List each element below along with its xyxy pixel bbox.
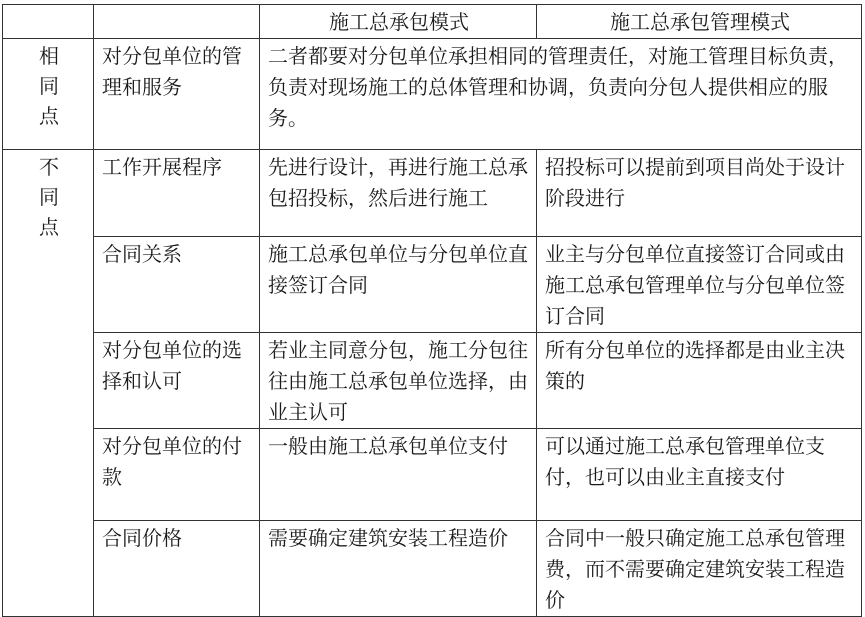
comparison-table (2, 4, 862, 617)
header-contracting-management: 施工总承包管理模式 (537, 5, 862, 39)
table-row (3, 521, 862, 617)
diff-contracting-management: 所有分包单位的选择都是由业主决策的 (537, 333, 862, 429)
diff-general-contracting: 一般由施工总承包单位支付 (260, 429, 537, 521)
header-row (3, 5, 862, 39)
table-row (3, 429, 862, 521)
differences-group-label: 不同点 (3, 150, 94, 617)
diff-item-label: 合同关系 (94, 237, 260, 333)
diff-general-contracting: 先进行设计，再进行施工总承包招投标，然后进行施工 (260, 150, 537, 237)
diff-contracting-management: 可以通过施工总承包管理单位支付，也可以由业主直接支付 (537, 429, 862, 521)
header-general-contracting: 施工总承包模式 (260, 5, 537, 39)
diff-general-contracting: 若业主同意分包，施工分包往往由施工总承包单位选择，由业主认可 (260, 333, 537, 429)
similarities-description: 二者都要对分包单位承担相同的管理责任，对施工管理目标负责，负责对现场施工的总体管理和协调，负责向分包人提供相应的服务。 (260, 39, 862, 150)
similarities-group-label: 相同点 (3, 39, 94, 150)
table-row (3, 237, 862, 333)
diff-contracting-management: 招投标可以提前到项目尚处于设计阶段进行 (537, 150, 862, 237)
diff-item-label: 合同价格 (94, 521, 260, 617)
similarities-row (3, 39, 862, 150)
diff-item-label: 对分包单位的付款 (94, 429, 260, 521)
header-corner-cell (3, 5, 94, 39)
header-item-cell (94, 5, 260, 39)
table-row (3, 150, 862, 237)
table-row (3, 333, 862, 429)
diff-general-contracting: 需要确定建筑安装工程造价 (260, 521, 537, 617)
diff-contracting-management: 业主与分包单位直接签订合同或由施工总承包管理单位与分包单位签订合同 (537, 237, 862, 333)
diff-contracting-management: 合同中一般只确定施工总承包管理费，而不需要确定建筑安装工程造价 (537, 521, 862, 617)
diff-item-label: 对分包单位的选择和认可 (94, 333, 260, 429)
diff-general-contracting: 施工总承包单位与分包单位直接签订合同 (260, 237, 537, 333)
similarities-item-label: 对分包单位的管理和服务 (94, 39, 260, 150)
diff-item-label: 工作开展程序 (94, 150, 260, 237)
